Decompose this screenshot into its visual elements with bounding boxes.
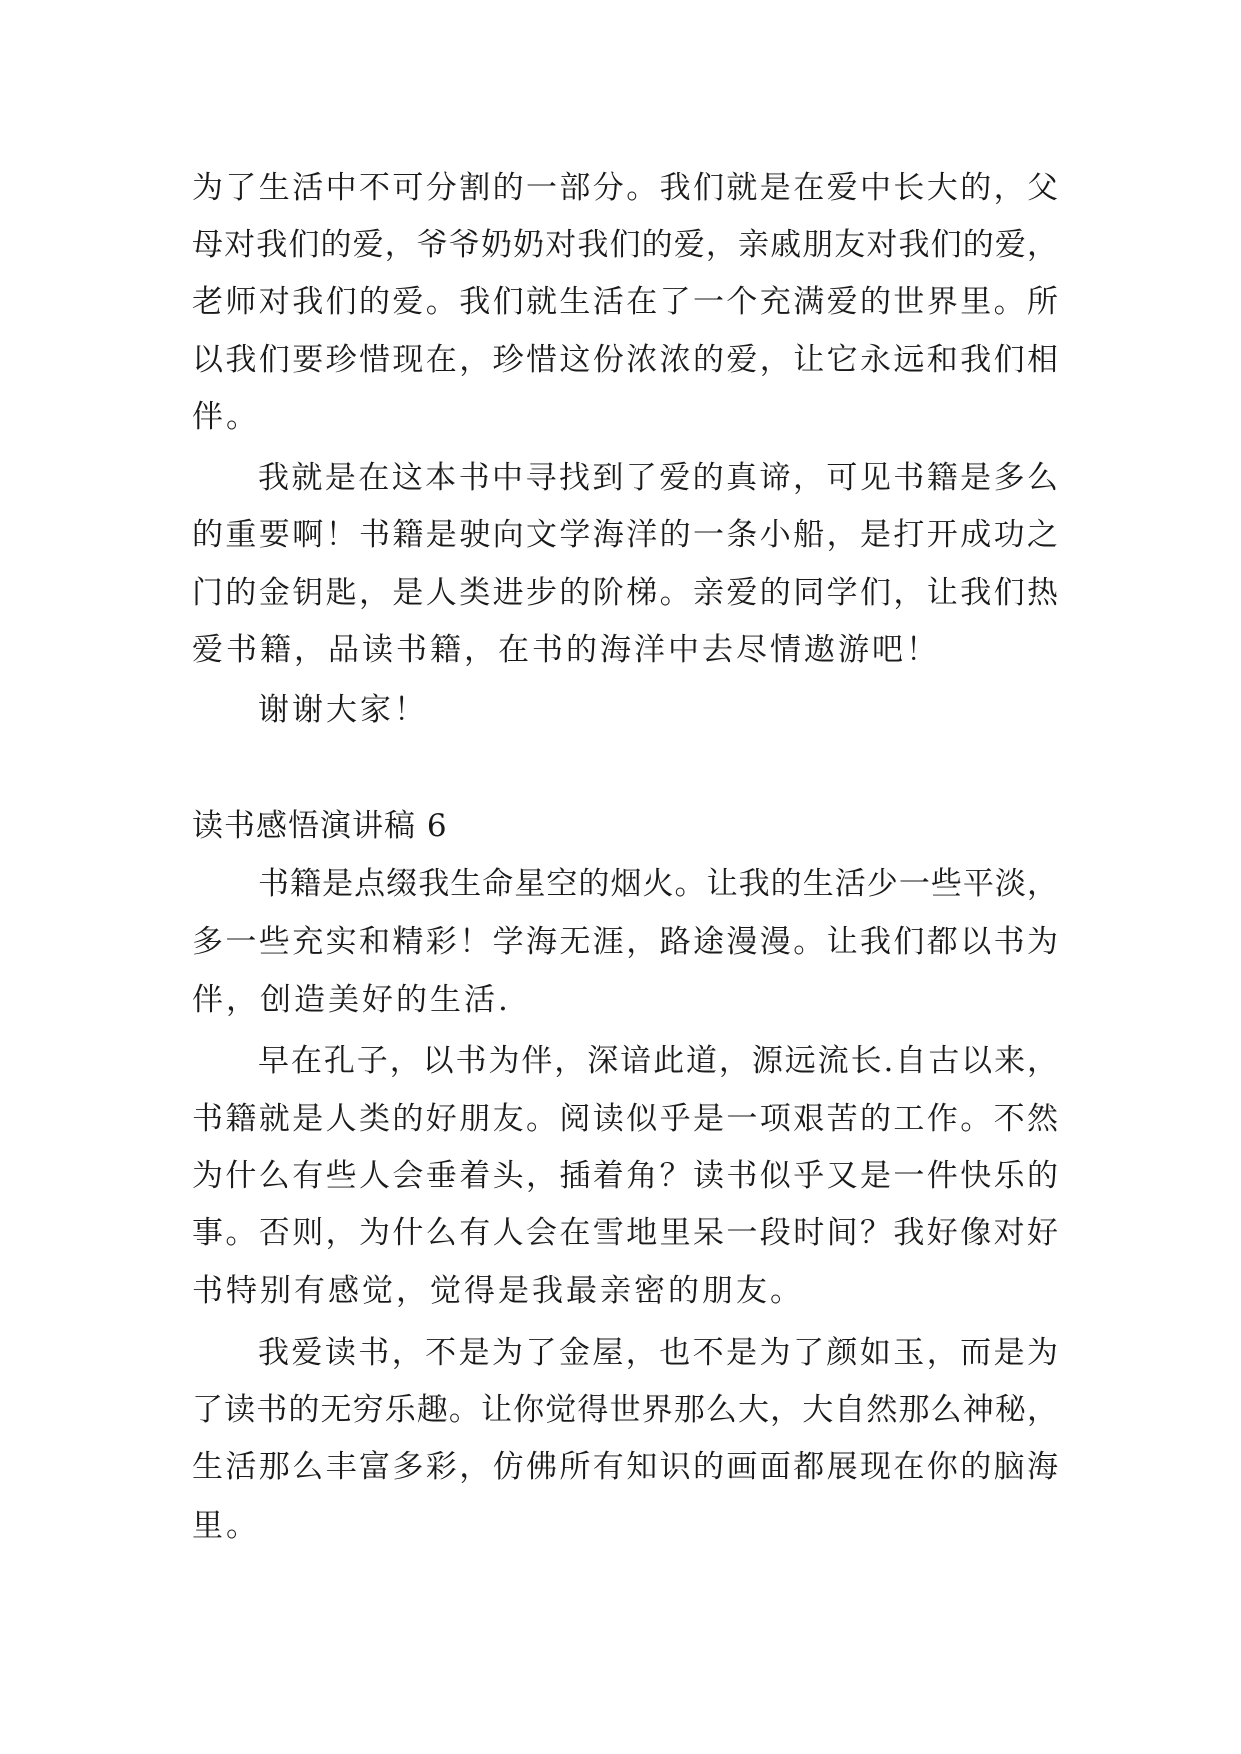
paragraph-1-line-5: 伴。 [192,399,260,435]
paragraph-5-line-3: 为什么有些人会垂着头，插着角？读书似乎又是一件快乐的 [192,1158,1058,1194]
paragraph-4-line-1: 书籍是点缀我生命星空的烟火。让我的生活少一些平淡， [258,866,1058,902]
paragraph-3-line-1: 谢谢大家！ [258,692,428,728]
paragraph-5-line-4: 事。否则，为什么有人会在雪地里呆一段时间？我好像对好 [192,1215,1058,1251]
paragraph-6-line-3: 生活那么丰富多彩，仿佛所有知识的画面都展现在你的脑海 [192,1449,1058,1485]
paragraph-2-line-4: 爱书籍，品读书籍，在书的海洋中去尽情遨游吧！ [192,632,940,668]
section-heading: 读书感悟演讲稿 6 [192,808,448,844]
paragraph-4-line-2: 多一些充实和精彩！学海无涯，路途漫漫。让我们都以书为 [192,924,1058,960]
paragraph-5-line-5: 书特别有感觉，觉得是我最亲密的朋友。 [192,1273,804,1309]
paragraph-5-line-2: 书籍就是人类的好朋友。阅读似乎是一项艰苦的工作。不然 [192,1101,1058,1137]
paragraph-4-line-3: 伴，创造美好的生活. [192,982,511,1018]
paragraph-1-line-1: 为了生活中不可分割的一部分。我们就是在爱中长大的，父 [192,170,1058,206]
paragraph-2-line-3: 门的金钥匙，是人类进步的阶梯。亲爱的同学们，让我们热 [192,575,1058,611]
paragraph-1-line-4: 以我们要珍惜现在，珍惜这份浓浓的爱，让它永远和我们相 [192,342,1058,378]
paragraph-6-line-4: 里。 [192,1508,260,1544]
paragraph-1-line-3: 老师对我们的爱。我们就生活在了一个充满爱的世界里。所 [192,284,1058,320]
paragraph-6-line-1: 我爱读书，不是为了金屋，也不是为了颜如玉，而是为 [258,1335,1058,1371]
paragraph-6-line-2: 了读书的无穷乐趣。让你觉得世界那么大，大自然那么神秘， [192,1392,1058,1428]
paragraph-2-line-1: 我就是在这本书中寻找到了爱的真谛，可见书籍是多么 [258,460,1058,496]
paragraph-5-line-1: 早在孔子，以书为伴，深谙此道，源远流长.自古以来， [258,1043,1058,1079]
paragraph-2-line-2: 的重要啊！书籍是驶向文学海洋的一条小船，是打开成功之 [192,517,1058,553]
paragraph-1-line-2: 母对我们的爱，爷爷奶奶对我们的爱，亲戚朋友对我们的爱， [192,227,1058,263]
